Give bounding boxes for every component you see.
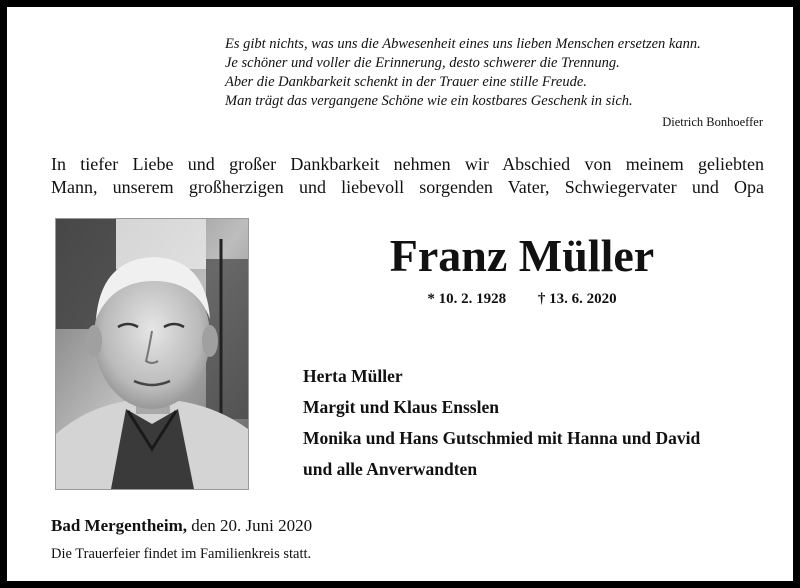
ceremony-note: Die Trauerfeier findet im Familienkreis statt.: [51, 546, 312, 562]
quote-line: Man trägt das vergangene Schöne wie ein kostbares Geschenk in sich.: [225, 93, 633, 109]
mourner-entry: Monika und Hans Gutschmied mit Hanna und David: [303, 428, 701, 448]
place-and-date: [51, 516, 312, 536]
quote-line: Es gibt nichts, was uns die Abwesenheit eines uns lieben Menschen ersetzen kann.: [225, 36, 701, 52]
mourners-list: [303, 361, 773, 485]
deceased-name: Franz Müller: [389, 230, 655, 281]
quote-line: Aber die Dankbarkeit schenkt in der Trauer eine stille Freude.: [225, 74, 587, 90]
quote-author: Dietrich Bonhoeffer: [662, 115, 763, 129]
life-dates: [307, 291, 737, 308]
portrait-photo: [55, 218, 249, 490]
mourner-entry: Margit und Klaus Ensslen: [303, 397, 499, 417]
place: Bad Mergentheim,: [51, 516, 187, 535]
intro-line: Mann, unserem großherzigen und liebevoll sorgenden Vater, Schwiegervater und Opa: [51, 177, 764, 197]
quote-line: Je schöner und voller die Erinnerung, desto schwerer die Trennung.: [225, 55, 620, 71]
quote-block: [225, 35, 785, 111]
intro-line: In tiefer Liebe und großer Dankbarkeit nehmen wir Abschied von meinem geliebten: [51, 154, 764, 174]
birth-date: * 10. 2. 1928: [427, 291, 507, 307]
intro-text: [51, 153, 764, 199]
notice-date: den 20. Juni 2020: [191, 516, 313, 535]
mourner-entry: Herta Müller: [303, 366, 403, 386]
mourner-entry: und alle Anverwandten: [303, 459, 478, 479]
death-date: † 13. 6. 2020: [537, 291, 617, 307]
portrait-illustration: [56, 219, 248, 489]
